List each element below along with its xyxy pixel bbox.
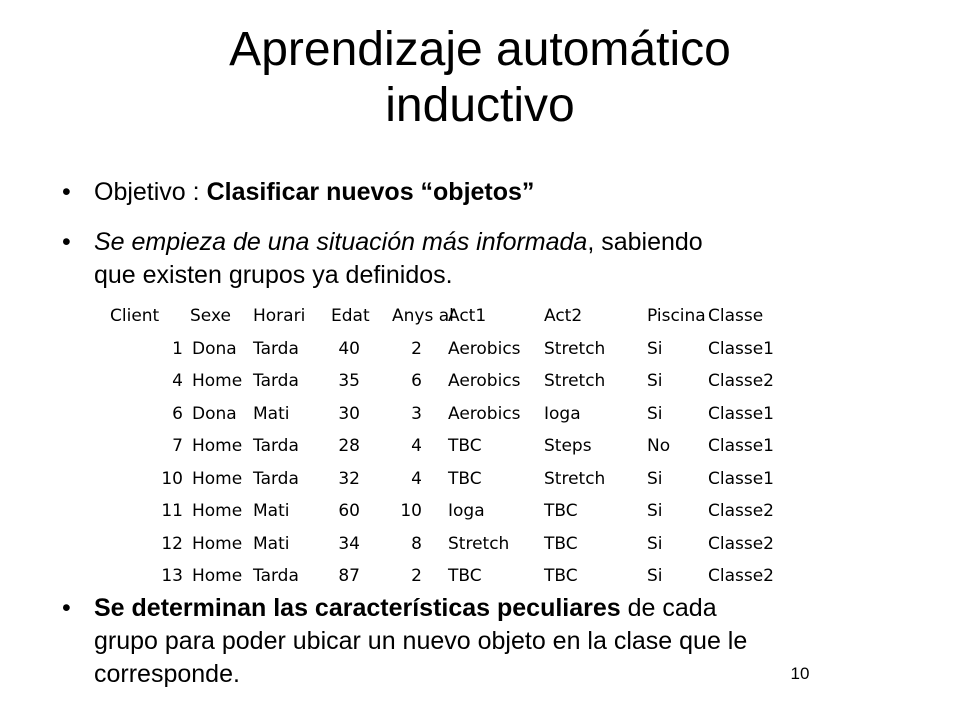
- bullet-marker: •: [62, 594, 71, 622]
- table-cell: 7: [172, 436, 183, 456]
- bullet-situation-line-2: que existen grupos ya definidos.: [94, 261, 453, 289]
- table-row: [110, 432, 800, 465]
- table-cell: Classe1: [708, 436, 774, 456]
- table-header-cell: Client: [110, 306, 160, 326]
- table-cell: Home: [192, 468, 243, 489]
- table-cell: Si: [647, 403, 663, 424]
- table-cell: Aerobics: [448, 403, 521, 424]
- bullet-characteristics-line-2: grupo para poder ubicar un nuevo objeto en la clase que le: [94, 627, 748, 655]
- table-cell: Tarda: [253, 566, 299, 586]
- table-cell: Classe1: [708, 468, 774, 489]
- table-cell: 4: [172, 371, 183, 391]
- table-cell: Stretch: [544, 338, 606, 359]
- slide-title-line-2: inductivo: [385, 79, 575, 132]
- table-cell: TBC: [544, 501, 578, 521]
- table-cell: Si: [647, 566, 663, 586]
- slide-title: [0, 22, 960, 134]
- table-cell: 10: [400, 501, 422, 521]
- table-header-cell: Act2: [544, 306, 583, 326]
- table-cell: 1: [172, 338, 183, 359]
- table-cell: Stretch: [448, 533, 510, 554]
- table-header-cell: Horari: [253, 306, 306, 326]
- bullet-characteristics-line-3: corresponde.: [94, 660, 240, 688]
- table-header-row: [110, 302, 800, 335]
- table-cell: Ioga: [448, 501, 485, 521]
- table-header-cell: Act1: [448, 306, 487, 326]
- table-cell: Tarda: [253, 338, 299, 359]
- table-cell: Dona: [192, 403, 237, 424]
- table-cell: 6: [172, 403, 183, 424]
- table-cell: 32: [338, 468, 360, 489]
- table-cell: Home: [192, 533, 243, 554]
- table-row: [110, 530, 800, 563]
- table-cell: 4: [411, 436, 422, 456]
- table-cell: Tarda: [253, 371, 299, 391]
- table-cell: Classe2: [708, 566, 774, 586]
- table-header-cell: Sexe: [190, 306, 231, 326]
- table-cell: 13: [161, 566, 183, 586]
- bullet-situation-rest: , sabiendo: [587, 228, 703, 256]
- bullet-characteristics-bold: Se determinan las características peculiares: [94, 594, 621, 622]
- table-cell: 4: [411, 468, 422, 489]
- table-cell: Si: [647, 468, 663, 489]
- table-cell: Home: [192, 566, 243, 586]
- table-cell: Si: [647, 371, 663, 391]
- table-cell: 2: [411, 566, 422, 586]
- table-cell: No: [647, 436, 671, 456]
- data-table: [110, 302, 800, 595]
- slide-title-line-1: Aprendizaje automático: [229, 23, 731, 76]
- table-row: [110, 465, 800, 498]
- table-cell: Classe2: [708, 533, 774, 554]
- table-cell: Steps: [544, 436, 592, 456]
- table-cell: Si: [647, 533, 663, 554]
- table-row: [110, 497, 800, 530]
- table-cell: Home: [192, 371, 243, 391]
- table-cell: TBC: [544, 533, 578, 554]
- table-row: [110, 335, 800, 368]
- table-cell: Aerobics: [448, 371, 521, 391]
- table-header-cell: Edat: [331, 306, 370, 326]
- table-cell: Aerobics: [448, 338, 521, 359]
- table-cell: 2: [411, 338, 422, 359]
- table-cell: Stretch: [544, 468, 606, 489]
- table-cell: Home: [192, 501, 243, 521]
- table-cell: Classe2: [708, 371, 774, 391]
- table-header-cell: Piscina: [647, 306, 706, 326]
- bullet-objective-bold: Clasificar nuevos “objetos”: [206, 178, 535, 206]
- table-cell: 34: [338, 533, 360, 554]
- table-cell: 8: [411, 533, 422, 554]
- table-cell: 60: [338, 501, 360, 521]
- table-cell: 6: [411, 371, 422, 391]
- bullet-marker: •: [62, 178, 71, 206]
- table-cell: 35: [338, 371, 360, 391]
- table-cell: Si: [647, 501, 663, 521]
- table-cell: Stretch: [544, 371, 606, 391]
- table-header-cell: Classe: [708, 306, 764, 326]
- table-cell: Classe1: [708, 338, 774, 359]
- table-cell: 12: [161, 533, 183, 554]
- table-row: [110, 562, 800, 595]
- table-header-cell: Anys al: [392, 306, 454, 326]
- table-cell: Tarda: [253, 468, 299, 489]
- table-cell: 28: [338, 436, 360, 456]
- table-cell: Dona: [192, 338, 237, 359]
- table-cell: TBC: [448, 566, 482, 586]
- table-cell: TBC: [448, 436, 482, 456]
- table-cell: 3: [411, 403, 422, 424]
- table-cell: Mati: [253, 501, 290, 521]
- bullet-objective-text: [94, 176, 914, 209]
- table-row: [110, 367, 800, 400]
- bullet-objective-prefix: Objetivo :: [94, 178, 207, 206]
- table-cell: 87: [338, 566, 360, 586]
- bullet-marker: •: [62, 228, 71, 256]
- bullet-characteristics-rest: de cada: [620, 594, 717, 622]
- table-cell: Mati: [253, 533, 290, 554]
- table-cell: 30: [338, 403, 360, 424]
- table-row: [110, 400, 800, 433]
- table-cell: Si: [647, 338, 663, 359]
- table-cell: TBC: [544, 566, 578, 586]
- table-cell: TBC: [448, 468, 482, 489]
- bullet-situation-italic: Se empieza de una situación más informada: [94, 228, 588, 256]
- table-cell: Tarda: [253, 436, 299, 456]
- table-cell: 11: [161, 501, 183, 521]
- table-cell: Ioga: [544, 403, 581, 424]
- table-cell: 40: [338, 338, 360, 359]
- table-cell: Mati: [253, 403, 290, 424]
- table-cell: 10: [161, 468, 183, 489]
- table-cell: Home: [192, 436, 243, 456]
- table-cell: Classe2: [708, 501, 774, 521]
- table-cell: Classe1: [708, 403, 774, 424]
- bullet-situation-text: [94, 226, 914, 292]
- page-number: 10: [790, 664, 810, 683]
